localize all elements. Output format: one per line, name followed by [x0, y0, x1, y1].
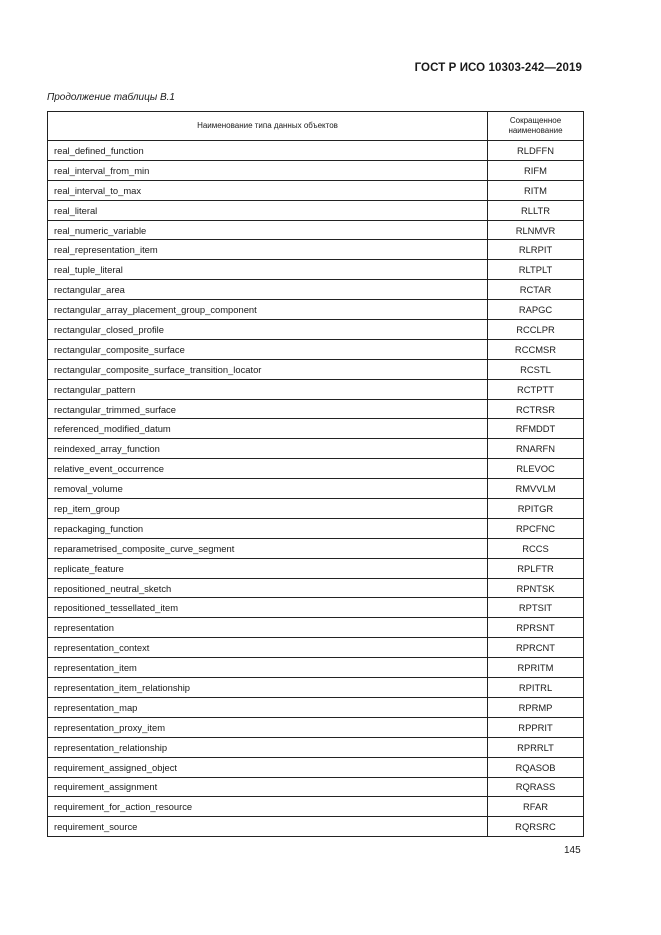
- abbreviation-cell: RPITRL: [488, 678, 584, 698]
- table-row: [48, 618, 584, 638]
- abbreviation-cell: RPTSIT: [488, 598, 584, 618]
- entity-name-cell: rectangular_trimmed_surface: [48, 399, 488, 419]
- abbreviation-cell: RPRRLT: [488, 737, 584, 757]
- entity-name-cell: rectangular_pattern: [48, 379, 488, 399]
- abbreviation-cell: RAPGC: [488, 300, 584, 320]
- entity-name-cell: rectangular_area: [48, 280, 488, 300]
- abbreviation-cell: RCSTL: [488, 359, 584, 379]
- table-row: [48, 518, 584, 538]
- entity-name-cell: reparametrised_composite_curve_segment: [48, 538, 488, 558]
- entity-name-cell: representation_map: [48, 697, 488, 717]
- table-row: [48, 757, 584, 777]
- table-row: [48, 717, 584, 737]
- abbreviation-cell: RQASOB: [488, 757, 584, 777]
- table-row: [48, 419, 584, 439]
- entity-name-cell: requirement_assignment: [48, 777, 488, 797]
- page-number: 145: [564, 845, 581, 856]
- table-row: [48, 797, 584, 817]
- abbreviation-cell: RQRSRC: [488, 817, 584, 837]
- abbreviation-cell: RITM: [488, 180, 584, 200]
- abbreviation-table: [47, 111, 584, 837]
- table-row: [48, 300, 584, 320]
- abbreviation-cell: RLTPLT: [488, 260, 584, 280]
- entity-name-cell: representation_proxy_item: [48, 717, 488, 737]
- entity-name-cell: requirement_for_action_resource: [48, 797, 488, 817]
- abbreviation-cell: RCCS: [488, 538, 584, 558]
- abbreviation-cell: RCTAR: [488, 280, 584, 300]
- entity-name-cell: representation_context: [48, 638, 488, 658]
- abbreviation-cell: RPRCNT: [488, 638, 584, 658]
- abbreviation-cell: RFMDDT: [488, 419, 584, 439]
- table-row: [48, 479, 584, 499]
- table-row: [48, 499, 584, 519]
- abbreviation-cell: RFAR: [488, 797, 584, 817]
- table-row: [48, 817, 584, 837]
- table-row: [48, 439, 584, 459]
- table-header-row: [48, 112, 584, 141]
- entity-name-cell: rectangular_composite_surface: [48, 339, 488, 359]
- abbreviation-cell: RCCLPR: [488, 320, 584, 340]
- entity-name-cell: relative_event_occurrence: [48, 459, 488, 479]
- entity-name-cell: real_representation_item: [48, 240, 488, 260]
- abbreviation-cell: RPLFTR: [488, 558, 584, 578]
- table-row: [48, 538, 584, 558]
- entity-name-cell: real_numeric_variable: [48, 220, 488, 240]
- table-row: [48, 379, 584, 399]
- abbreviation-cell: RMVVLM: [488, 479, 584, 499]
- abbreviation-cell: RPNTSK: [488, 578, 584, 598]
- entity-name-cell: requirement_assigned_object: [48, 757, 488, 777]
- table-row: [48, 280, 584, 300]
- abbreviation-cell: RIFM: [488, 160, 584, 180]
- table-caption: Продолжение таблицы В.1: [47, 92, 175, 103]
- entity-name-cell: representation: [48, 618, 488, 638]
- entity-name-cell: repackaging_function: [48, 518, 488, 538]
- entity-name-cell: real_defined_function: [48, 141, 488, 161]
- entity-name-cell: representation_relationship: [48, 737, 488, 757]
- entity-name-cell: real_interval_from_min: [48, 160, 488, 180]
- abbreviation-cell: RCCMSR: [488, 339, 584, 359]
- abbreviation-cell: RPRSNT: [488, 618, 584, 638]
- table-row: [48, 339, 584, 359]
- entity-name-cell: rectangular_closed_profile: [48, 320, 488, 340]
- entity-name-cell: rep_item_group: [48, 499, 488, 519]
- abbreviation-cell: RCTRSR: [488, 399, 584, 419]
- entity-name-cell: representation_item_relationship: [48, 678, 488, 698]
- table-row: [48, 399, 584, 419]
- table-row: [48, 240, 584, 260]
- table-body: [48, 141, 584, 837]
- table-row: [48, 160, 584, 180]
- table-row: [48, 220, 584, 240]
- table-row: [48, 260, 584, 280]
- entity-name-cell: requirement_source: [48, 817, 488, 837]
- table-row: [48, 658, 584, 678]
- table-row: [48, 459, 584, 479]
- table-row: [48, 678, 584, 698]
- entity-name-cell: removal_volume: [48, 479, 488, 499]
- entity-name-cell: real_interval_to_max: [48, 180, 488, 200]
- entity-name-cell: replicate_feature: [48, 558, 488, 578]
- table-row: [48, 359, 584, 379]
- entity-name-cell: representation_item: [48, 658, 488, 678]
- table-row: [48, 558, 584, 578]
- entity-name-cell: repositioned_tessellated_item: [48, 598, 488, 618]
- table-row: [48, 737, 584, 757]
- table-row: [48, 141, 584, 161]
- table-row: [48, 777, 584, 797]
- abbreviation-cell: RCTPTT: [488, 379, 584, 399]
- abbreviation-cell: RPPRIT: [488, 717, 584, 737]
- entity-name-cell: rectangular_composite_surface_transition_locator: [48, 359, 488, 379]
- entity-name-cell: real_tuple_literal: [48, 260, 488, 280]
- table-row: [48, 638, 584, 658]
- table-row: [48, 697, 584, 717]
- column-header-abbrev: Сокращенное наименование: [488, 112, 584, 141]
- abbreviation-cell: RPRMP: [488, 697, 584, 717]
- table-row: [48, 578, 584, 598]
- table-row: [48, 180, 584, 200]
- entity-name-cell: real_literal: [48, 200, 488, 220]
- column-header-name: Наименование типа данных объектов: [48, 112, 488, 141]
- entity-name-cell: repositioned_neutral_sketch: [48, 578, 488, 598]
- abbreviation-cell: RLLTR: [488, 200, 584, 220]
- abbreviation-cell: RPITGR: [488, 499, 584, 519]
- abbreviation-cell: RLDFFN: [488, 141, 584, 161]
- abbreviation-cell: RLNMVR: [488, 220, 584, 240]
- document-header: ГОСТ Р ИСО 10303-242—2019: [414, 62, 582, 74]
- entity-name-cell: reindexed_array_function: [48, 439, 488, 459]
- abbreviation-cell: RPRITM: [488, 658, 584, 678]
- abbreviation-cell: RLRPIT: [488, 240, 584, 260]
- entity-name-cell: rectangular_array_placement_group_component: [48, 300, 488, 320]
- table-row: [48, 598, 584, 618]
- table-row: [48, 200, 584, 220]
- abbreviation-cell: RLEVOC: [488, 459, 584, 479]
- abbreviation-cell: RQRASS: [488, 777, 584, 797]
- entity-name-cell: referenced_modified_datum: [48, 419, 488, 439]
- abbreviation-cell: RPCFNC: [488, 518, 584, 538]
- table-row: [48, 320, 584, 340]
- abbreviation-cell: RNARFN: [488, 439, 584, 459]
